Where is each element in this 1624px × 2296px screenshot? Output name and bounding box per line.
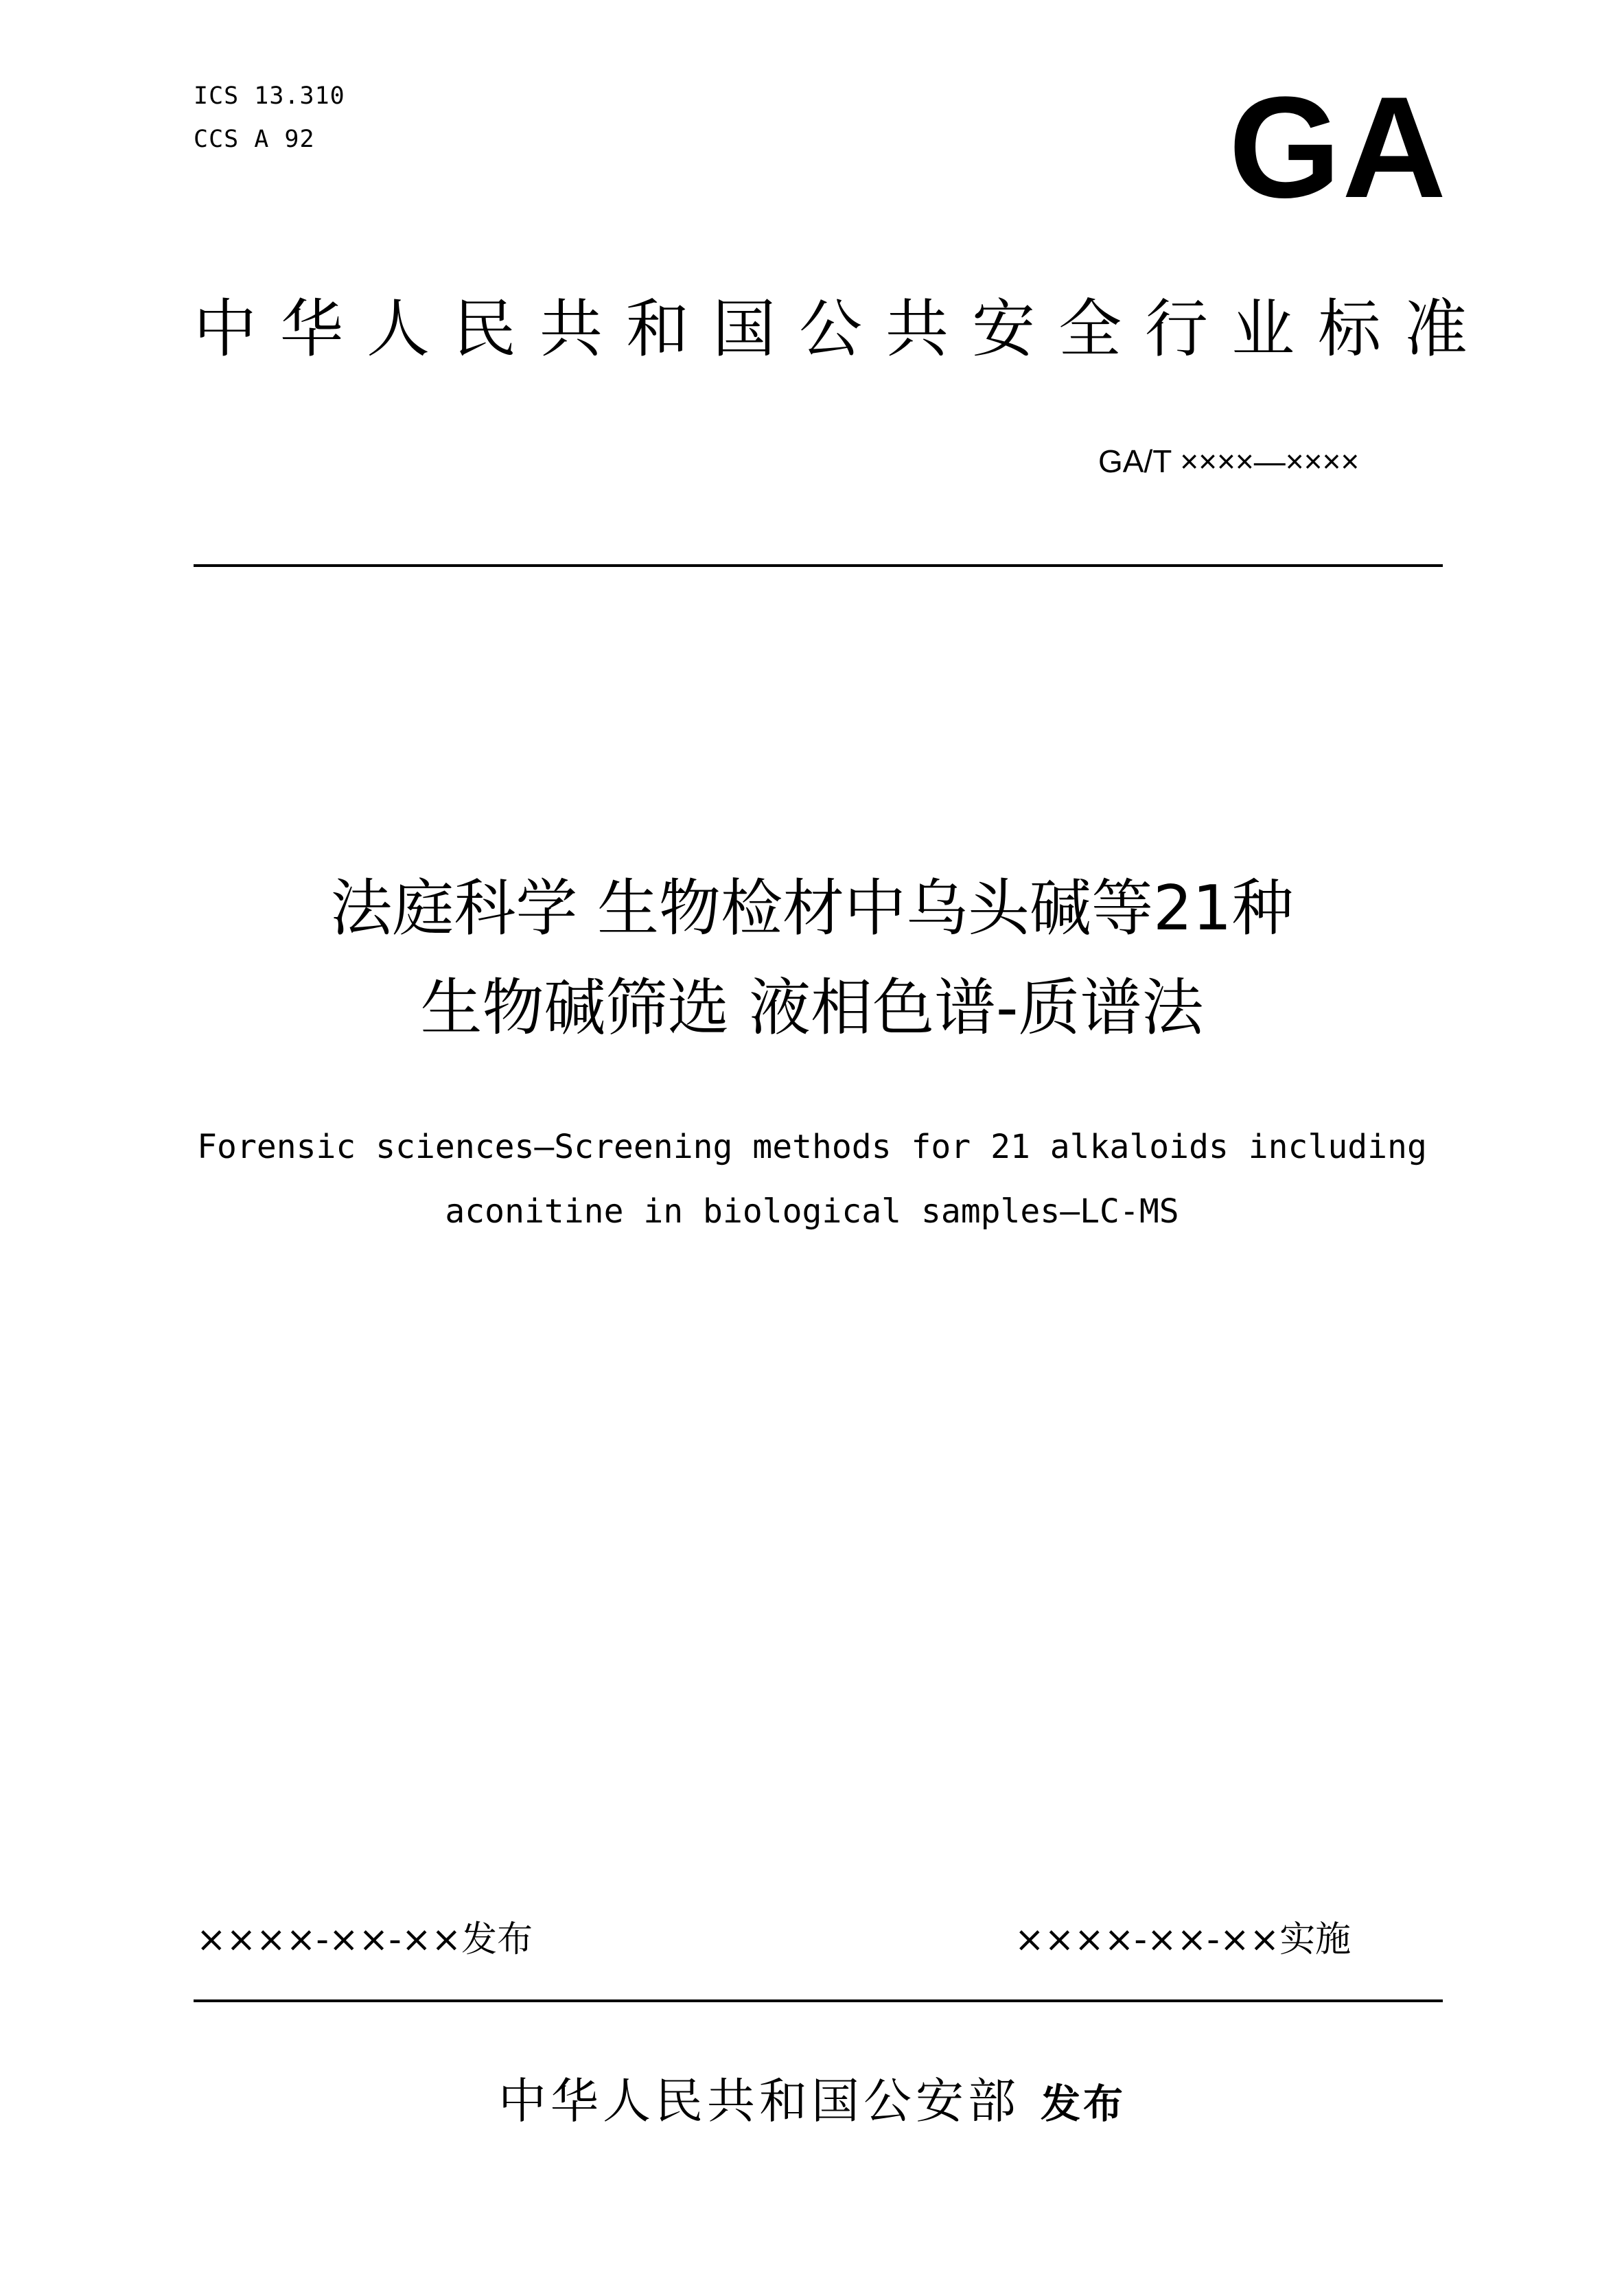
publish-date: ××××-××-××发布 xyxy=(196,1919,533,1960)
issuer-suffix: 发布 xyxy=(1040,2080,1126,2127)
standard-category-title: 中华人民共和国公共安全行业标准 xyxy=(194,292,1492,366)
issuer-name: 中华人民共和国公安部 xyxy=(498,2073,1020,2129)
implement-date: ××××-××-××实施 xyxy=(1014,1919,1352,1960)
ics-code: ICS 13.310 xyxy=(194,82,345,110)
chinese-title-line-2: 生物碱筛选 液相色谱-质谱法 xyxy=(420,972,1204,1044)
standard-number: GA/T ××××—×××× xyxy=(1098,443,1360,479)
bottom-divider xyxy=(194,1999,1443,2002)
english-title-line-1: Forensic sciences—Screening methods for 21 alkaloids including xyxy=(197,1128,1427,1166)
issuer xyxy=(137,2063,1487,2132)
chinese-title-line-1: 法庭科学 生物检材中乌头碱等21种 xyxy=(330,872,1294,944)
ga-logo: GA xyxy=(1229,67,1448,228)
top-divider xyxy=(194,564,1443,567)
ccs-code: CCS A 92 xyxy=(194,126,315,153)
english-title-line-2: aconitine in biological samples—LC-MS xyxy=(445,1192,1179,1231)
